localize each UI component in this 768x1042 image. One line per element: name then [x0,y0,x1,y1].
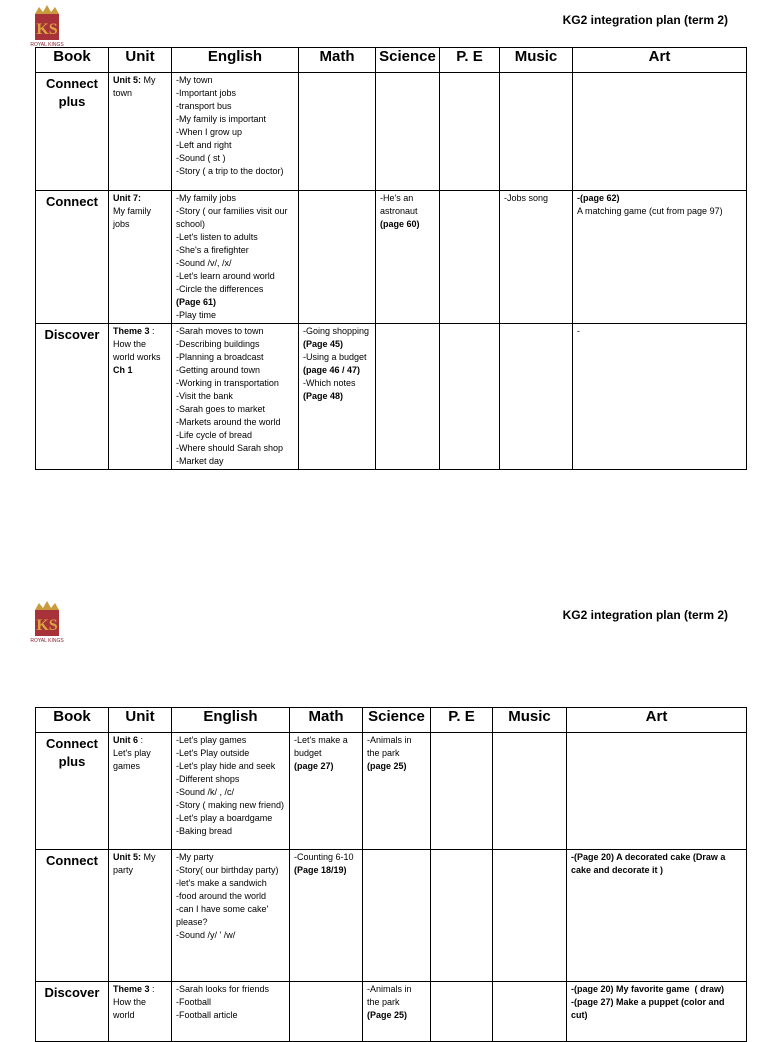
science-cell [363,982,431,1042]
header-row [36,48,747,73]
science-item: -Animals in the park [367,984,415,1007]
music-item: -Jobs song [504,193,549,203]
english-item: -Story ( making new friend) [176,800,285,810]
unit-cell [109,982,172,1042]
english-cell [172,191,299,324]
math-item: (Page 18/19) [294,865,347,875]
table-row [36,850,747,982]
english-item: -Let's play games [176,735,247,745]
science-item: -He's an astronaut [380,193,418,216]
science-cell [376,73,440,191]
column-header: Art [573,48,747,73]
integration-plan-table [35,47,747,470]
table-row [36,73,747,191]
science-cell [363,733,431,850]
unit-title: : [138,735,144,745]
math-cell [299,73,376,191]
english-item: -Baking bread [176,826,233,836]
art-cell [567,982,747,1042]
math-cell [299,191,376,324]
english-item: -Story( our birthday party) [176,865,279,875]
art-cell [567,850,747,982]
unit-label: Unit 5: [113,75,141,85]
music-cell [500,324,573,470]
table-row [36,982,747,1042]
unit-cell [109,73,172,191]
english-item: (Page 61) [176,297,217,307]
english-item: -Let's listen to adults [176,232,258,242]
english-item: -Story ( a trip to the doctor) [176,166,284,176]
science-item: (page 60) [380,219,420,229]
science-item: (Page 25) [367,1010,408,1020]
book-cell: Discover [36,324,109,470]
english-item: -Football article [176,1010,238,1020]
column-header: Math [299,48,376,73]
unit-line [113,747,167,773]
english-item: -Sound /k/ , /c/ [176,787,235,797]
art-item: -(page 20) My favorite game ( draw) [571,984,725,994]
column-header: Science [376,48,440,73]
english-item: -Sound /y/ ' /w/ [176,930,236,940]
math-item: (Page 48) [303,391,344,401]
unit-cell [109,191,172,324]
art-cell [573,73,747,191]
english-cell [172,733,290,850]
english-item: -Football [176,997,212,1007]
art-item: - [577,326,580,336]
science-cell [376,324,440,470]
english-item: -Sarah looks for friends [176,984,270,994]
book-cell: Connect [36,191,109,324]
school-logo [27,4,67,50]
unit-title: Let's play games [113,748,154,771]
pe-cell [431,733,493,850]
plan-title: KG2 integration plan (term 2) [562,13,728,27]
unit-line [113,364,167,377]
unit-line [113,338,167,364]
science-cell [376,191,440,324]
book-cell: Connect [36,850,109,982]
pe-cell [440,191,500,324]
music-cell [493,733,567,850]
unit-line [113,983,167,996]
math-item: -Going shopping [303,326,370,336]
svg-text:ROYAL KINGS: ROYAL KINGS [30,638,64,644]
english-item: -Play time [176,310,217,320]
column-header: Unit [109,48,172,73]
svg-text:KS: KS [36,617,58,634]
unit-title: My family jobs [113,206,154,229]
unit-line [113,325,167,338]
english-cell [172,982,290,1042]
unit-label: Theme 3 [113,984,150,994]
science-item: -Animals in the park [367,735,415,758]
math-item: (page 27) [294,761,334,771]
column-header: English [172,48,299,73]
unit-cell [109,324,172,470]
art-item: -(page 27) Make a puppet (color and cut) [571,997,728,1020]
table-row [36,733,747,850]
english-item: -Important jobs [176,88,237,98]
english-item: -Life cycle of bread [176,430,253,440]
column-header: Art [567,708,747,733]
school-logo [27,600,67,646]
unit-label: Theme 3 [113,326,150,336]
english-cell [172,850,290,982]
unit-title: My town [113,75,159,98]
english-item: -Working in transportation [176,378,279,388]
column-header: Math [290,708,363,733]
english-item: -She's a firefighter [176,245,249,255]
unit-line [113,996,167,1022]
english-item: -Visit the bank [176,391,233,401]
english-item: -Where should Sarah shop [176,443,284,453]
english-item: -Let's learn around world [176,271,275,281]
column-header: Book [36,708,109,733]
header-row [36,708,747,733]
svg-text:ROYAL KINGS: ROYAL KINGS [30,42,64,48]
english-item: -Describing buildings [176,339,260,349]
art-cell [573,191,747,324]
english-item: -My family jobs [176,193,237,203]
music-cell [500,191,573,324]
column-header: Book [36,48,109,73]
math-cell [299,324,376,470]
math-item: -Let's make a budget [294,735,351,758]
unit-line [113,205,167,231]
plan-title: KG2 integration plan (term 2) [562,608,728,622]
art-item: -(page 62) [577,193,620,203]
unit-title: : [149,984,155,994]
english-item: -My party [176,852,214,862]
table-row [36,324,747,470]
unit-label: Ch 1 [113,365,133,375]
english-item: -Planning a broadcast [176,352,264,362]
unit-title: : [149,326,155,336]
unit-label: Unit 6 [113,735,139,745]
math-item: (page 46 / 47) [303,365,361,375]
unit-label: Unit 7: [113,193,141,203]
art-cell [573,324,747,470]
pe-cell [431,982,493,1042]
science-cell [363,850,431,982]
english-item: -let's make a sandwich [176,878,267,888]
column-header: P. E [431,708,493,733]
music-cell [493,982,567,1042]
math-item: (Page 45) [303,339,344,349]
unit-cell [109,733,172,850]
english-item: -Different shops [176,774,240,784]
unit-cell [109,850,172,982]
art-item: A matching game (cut from page 97) [577,206,723,216]
english-item: -Left and right [176,140,232,150]
english-item: -Circle the differences [176,284,264,294]
table-row [36,191,747,324]
column-header: P. E [440,48,500,73]
column-header: Science [363,708,431,733]
english-item: -Sarah goes to market [176,404,266,414]
unit-title: How the world [113,997,149,1020]
unit-line [113,851,167,877]
english-item: -My town [176,75,213,85]
column-header: Music [493,708,567,733]
book-cell: Connect plus [36,733,109,850]
book-cell: Discover [36,982,109,1042]
unit-title: How the world works [113,339,161,362]
math-item: -Using a budget [303,352,367,362]
english-item: -food around the world [176,891,267,901]
music-cell [500,73,573,191]
svg-text:KS: KS [36,21,58,38]
math-cell [290,733,363,850]
pe-cell [440,324,500,470]
unit-line [113,734,167,747]
english-cell [172,73,299,191]
unit-line [113,74,167,100]
english-item: -can I have some cake' please? [176,904,271,927]
english-item: -Sound /v/, /x/ [176,258,232,268]
english-item: -My family is important [176,114,267,124]
english-cell [172,324,299,470]
science-item: (page 25) [367,761,407,771]
unit-label: Unit 5: [113,852,141,862]
column-header: English [172,708,290,733]
english-item: -Let's play hide and seek [176,761,276,771]
english-item: -Sarah moves to town [176,326,264,336]
math-cell [290,982,363,1042]
column-header: Music [500,48,573,73]
pe-cell [431,850,493,982]
english-item: -Let's play a boardgame [176,813,273,823]
english-item: -Getting around town [176,365,261,375]
english-item: -transport bus [176,101,232,111]
math-item: -Which notes [303,378,356,388]
english-item: -Market day [176,456,224,466]
english-item: -Let's Play outside [176,748,250,758]
book-cell: Connect plus [36,73,109,191]
music-cell [493,850,567,982]
english-item: -Story ( our families visit our school) [176,206,291,229]
unit-title: My party [113,852,159,875]
math-item: -Counting 6-10 [294,852,354,862]
art-cell [567,733,747,850]
pe-cell [440,73,500,191]
art-item: -(Page 20) A decorated cake (Draw a cake and decorate it ) [571,852,728,875]
english-item: -When I grow up [176,127,243,137]
english-item: -Sound ( st ) [176,153,226,163]
integration-plan-table [35,707,747,1042]
column-header: Unit [109,708,172,733]
math-cell [290,850,363,982]
unit-line [113,192,167,205]
english-item: -Markets around the world [176,417,281,427]
